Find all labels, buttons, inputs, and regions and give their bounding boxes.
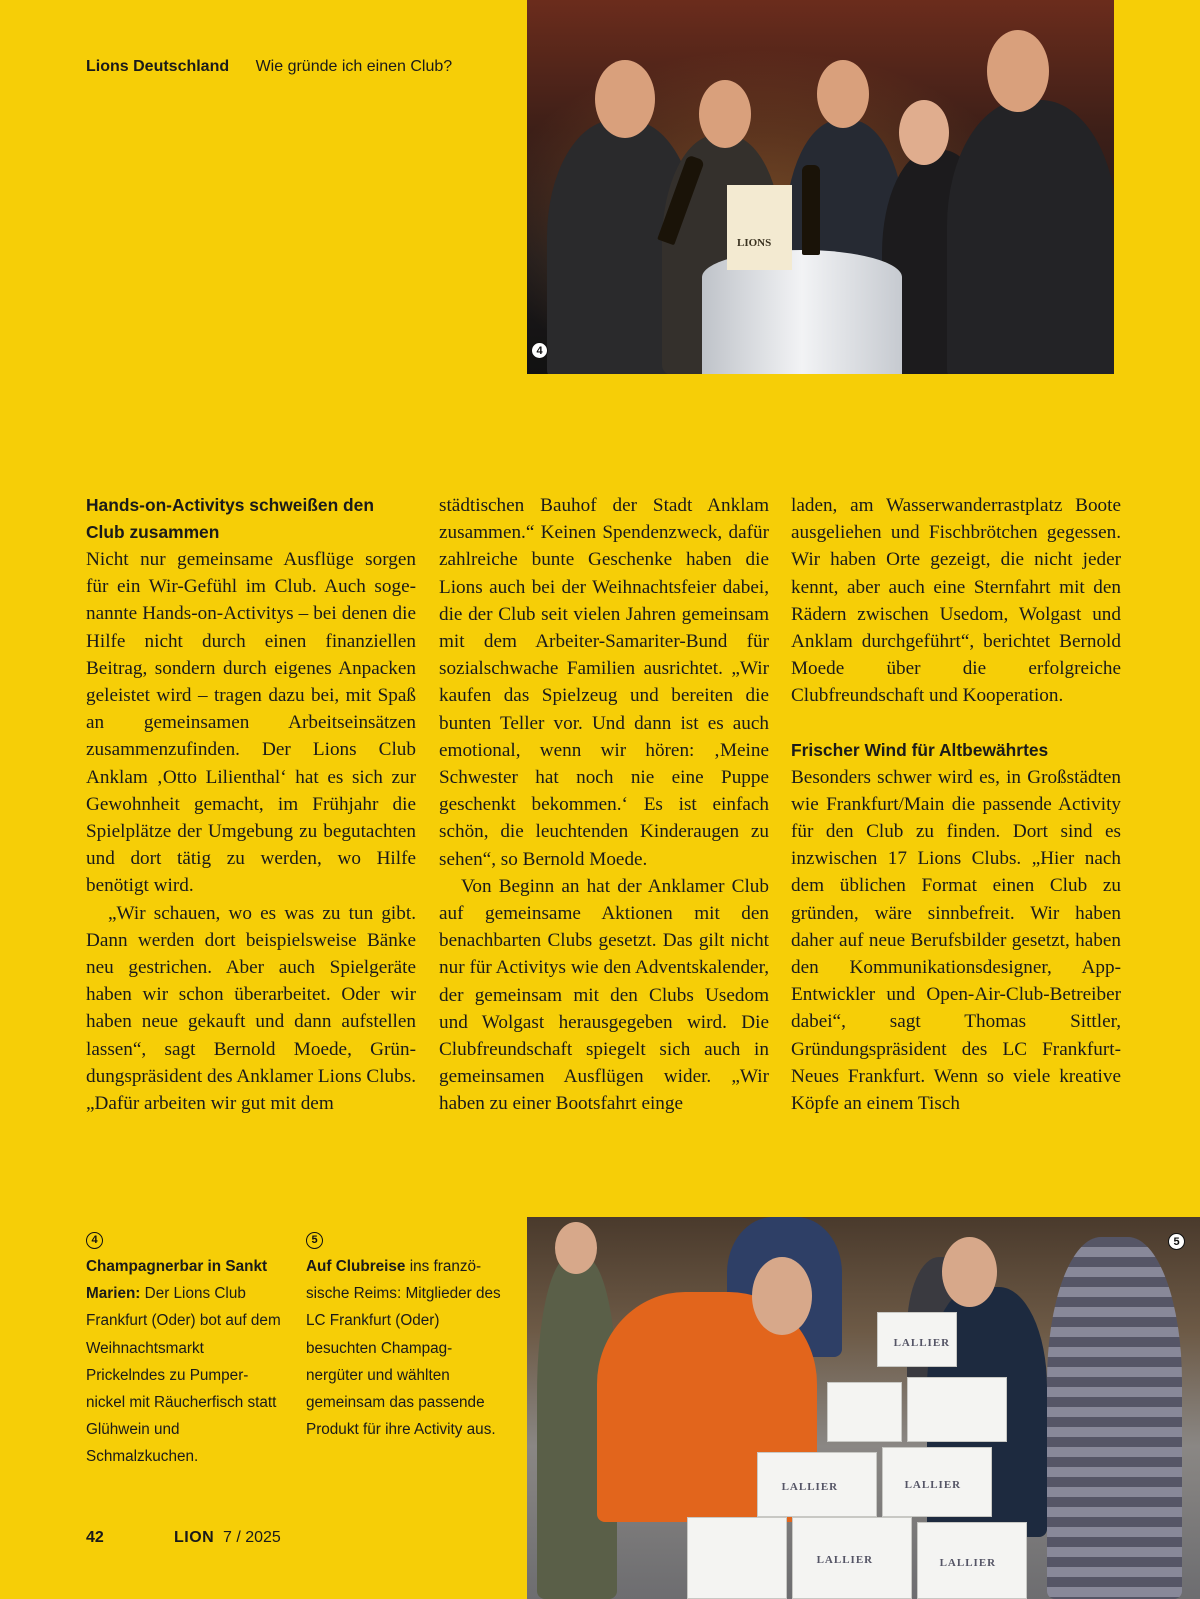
article-paragraph: städtischen Bauhof der Stadt Anklam zusammen.“ Keinen Spendenzweck, dafür zahlreiche bunte Geschenke haben die Lions auch bei der Weihnachtsfeier dabei, die der Club seit vielen Jahren gemeinsam mit dem Arbeiter-Samariter-Bund für sozialschwache Familien ausrichtet. „Wir kaufen das Spielzeug und bereiten die bunten Teller vor. Und dann ist es auch emotional, wenn wir hören: ‚Meine Schwester hat noch nie eine Puppe geschenkt bekommen.‘ Es ist einfach schön, die leuchtenden Kinderaugen zu sehen“, so Bernold Moede. xyxy=(439,495,769,870)
caption-photo-5 xyxy=(306,1232,501,1443)
caption-title: Auf Clubreise xyxy=(306,1258,406,1275)
article-column-3 xyxy=(791,492,1121,1117)
photo-person-head xyxy=(817,60,869,128)
box-label: LALLIER xyxy=(893,1336,951,1349)
running-header xyxy=(86,58,452,76)
photo-banner-text: LIONS xyxy=(737,237,772,249)
photo-wine-box xyxy=(687,1517,787,1599)
article-paragraph: Besonders schwer wird es, in Großstädten wie Frankfurt/Main die passende Activity für den Club zu finden. Dort sind es inzwischen 17 Lions Clubs. „Hier nach dem üblichen Format einen Club zu gründen, wäre sinnbefreit. Wir haben daher auf neue Berufsbilder gesetzt, haben den Kommunikationsdesigner, App-Entwickler und Open-Air-Club-Betreiber dabei“, sagt Thomas Sittler, Gründungspräsident des LC Frankfurt-Neues Frankfurt. Wenn so viele kreative Köpfe an einem Tisch xyxy=(791,766,1121,1115)
photo-person-head xyxy=(555,1222,597,1274)
box-label: LALLIER xyxy=(781,1481,839,1494)
photo-wine-box xyxy=(907,1377,1007,1442)
photo-person xyxy=(947,100,1114,374)
box-label: LALLIER xyxy=(939,1556,997,1569)
caption-text: Der Lions Club Frankfurt (Oder) bot auf dem Weihnachtsmarkt Prickelndes zu Pumpernickel mit Räucherfisch statt Glühwein und Schmalzkuchen. xyxy=(86,1285,281,1466)
caption-number-badge: 5 xyxy=(306,1232,323,1249)
photo-person-head xyxy=(942,1237,997,1307)
photo-wine-box xyxy=(757,1452,877,1517)
issue-number: 7 / 2025 xyxy=(223,1529,281,1546)
article-paragraph: laden, am Wasserwanderrastplatz Boote ausgeliehen und Fischbrötchen gegessen. Wir haben Orte gezeigt, die nicht jeder kennt, aber auch eine Sternfahrt mit den Rädern zwischen Usedom, Wolgast und Anklam durchgeführt“, berichtet Bernold Moede über die erfolgreiche Clubfreundschaft und Kooperation. xyxy=(791,495,1121,707)
photo-wine-box xyxy=(792,1517,912,1599)
subhead-hands-on: Hands-on-Activitys schweißen den Club zusammen xyxy=(86,495,374,542)
caption-number-badge: 4 xyxy=(86,1232,103,1249)
photo-person-head xyxy=(987,30,1049,112)
photo-person-head xyxy=(752,1257,812,1335)
box-label: LALLIER xyxy=(904,1478,962,1491)
header-section: Wie gründe ich einen Club? xyxy=(255,58,453,75)
photo-champagne-bar xyxy=(527,0,1114,374)
photo-number-badge: 5 xyxy=(1168,1233,1185,1250)
article-paragraph: Von Beginn an hat der Anklamer Club auf gemeinsame Aktionen mit den benachbarten Clubs gesetzt. Das gilt nicht nur für Activitys wie den Adventskalender, der gemeinsam mit den Clubs Usedom und Wolgast herausgegeben wird. Die Clubfreundschaft spiegelt sich auch in gemeinsamen Ausflügen wider. „Wir haben zu einer Bootsfahrt einge xyxy=(439,875,769,1115)
photo-person-head xyxy=(699,80,751,148)
subhead-frischer-wind: Frischer Wind für Altbewährtes xyxy=(791,739,1049,760)
photo-person-head xyxy=(595,60,655,138)
page-number: 42 xyxy=(86,1529,104,1546)
photo-lions-banner xyxy=(727,185,792,270)
article-column-2 xyxy=(439,492,769,1118)
box-label: LALLIER xyxy=(816,1554,874,1566)
photo-number-badge: 4 xyxy=(531,342,548,359)
photo-person-head xyxy=(899,100,949,165)
photo-bottle xyxy=(802,165,820,255)
caption-text: ins französische Reims: Mitglieder des LC Frankfurt (Oder) besuchten Champagnergüter und wählten gemeinsam das passende Produkt für ihre Activity aus. xyxy=(306,1258,501,1439)
photo-club-trip xyxy=(527,1217,1200,1599)
article-paragraph: „Wir schauen, wo es was zu tun gibt. Dann werden dort beispielsweise Bänke neu gestrichen. Aber auch Spielgeräte haben wir schon überarbeitet. Oder wir haben neue gekauft und dann aufstellen lassen“, sagt Bernold Moede, Gründungspräsident des Anklamer Lions Clubs. „Dafür arbeiten wir gut mit dem xyxy=(86,902,416,1115)
caption-photo-4 xyxy=(86,1232,281,1471)
photo-person xyxy=(1047,1237,1182,1599)
photo-wine-box xyxy=(877,1312,957,1367)
photo-wine-box xyxy=(882,1447,992,1517)
photo-wine-box xyxy=(917,1522,1027,1599)
caption-title: Champagnerbar in Sankt Marien: xyxy=(86,1258,268,1303)
magazine-name: LION xyxy=(174,1529,215,1546)
article-column-1 xyxy=(86,492,416,1117)
header-brand: Lions Deutschland xyxy=(86,58,230,75)
photo-wine-box xyxy=(827,1382,902,1442)
article-paragraph: Nicht nur gemeinsame Ausflüge sorgen für ein Wir-Gefühl im Club. Auch sogenannte Hands-on-Activitys – bei denen die Hilfe nicht durch einen finanziellen Beitrag, sondern durch eigenes Anpacken geleistet wird – tragen dazu bei, mit Spaß an gemeinsamen Arbeitseinsätzen zusammenzufinden. Der Lions Club Anklam ‚Otto Lilienthal‘ hat es sich zur Gewohnheit gemacht, im Frühjahr die Spielplätze der Umgebung zu begutachten und dort tätig zu werden, wo Hilfe benötigt wird. xyxy=(86,549,416,897)
